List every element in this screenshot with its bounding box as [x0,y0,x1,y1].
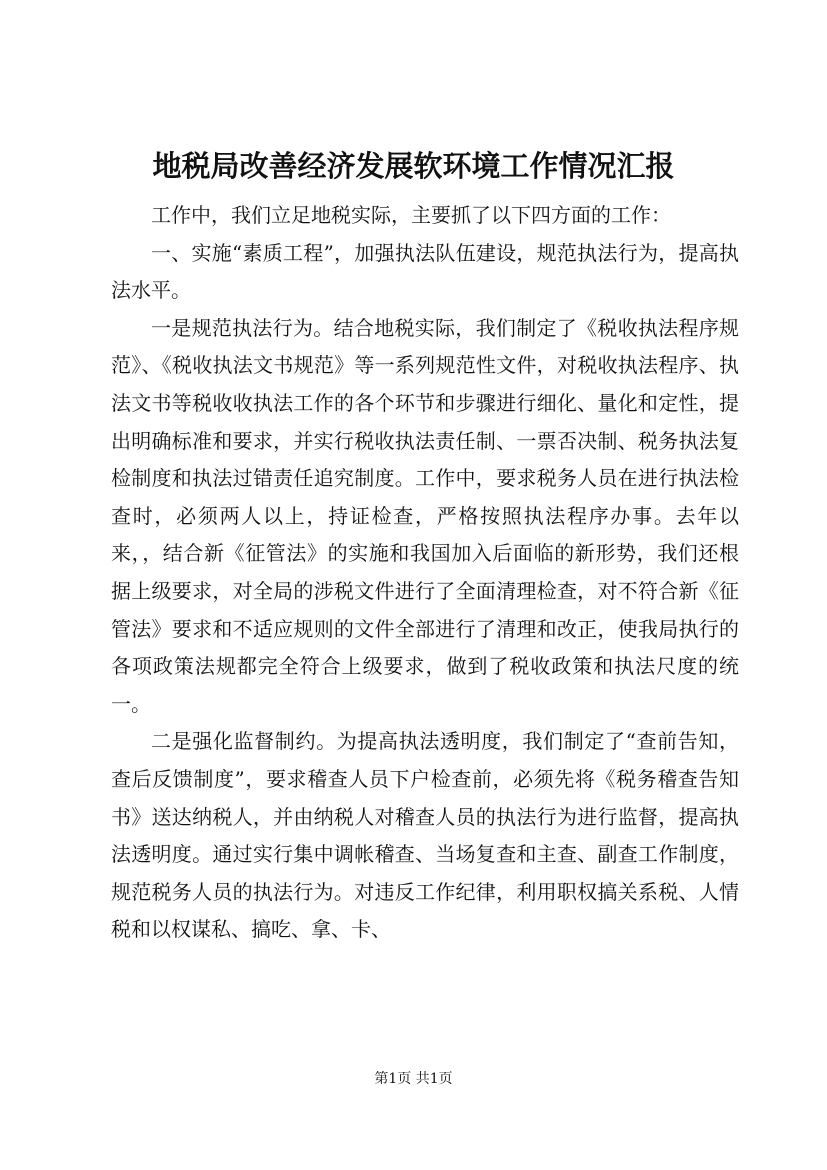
document-body [111,197,739,949]
paragraph-section-one-heading: 一、实施“素质工程”，加强执法队伍建设，规范执法行为，提高执法水平。 [111,240,739,303]
paragraph-strengthen-supervision: 二是强化监督制约。为提高执法透明度，我们制定了“查前告知，查后反馈制度”，要求稽查人员下户检查前，必须先将《税务稽查告知书》送达纳税人，并由纳税人对稽查人员的执法行为进行监督，提高执法透明度。通过实行集中调帐稽查、当场复查和主查、副查工作制度，规范税务人员的执法行为。对违反工作纪律，利用职权搞关系税、人情税和以权谋私、搞吃、拿、卡、 [111,729,739,942]
paragraph-standardize-enforcement: 一是规范执法行为。结合地税实际，我们制定了《税收执法程序规范》、《税收执法文书规范》等一系列规范性文件，对税收执法程序、执法文书等税收收执法工作的各个环节和步骤进行细化、量化和定性，提出明确标准和要求，并实行税收执法责任制、一票否决制、税务执法复检制度和执法过错责任追究制度。工作中，要求税务人员在进行执法检查时，必须两人以上，持证检查，严格按照执法程序办事。去年以来，，结合新《征管法》的实施和我国加入后面临的新形势，我们还根据上级要求，对全局的涉税文件进行了全面清理检查，对不符合新《征管法》要求和不适应规则的文件全部进行了清理和改正，使我局执行的各项政策法规都完全符合上级要求，做到了税收政策和执法尺度的统一。 [111,315,739,716]
page-footer: 第1页 共1页 [374,1071,453,1087]
document-title: 地税局改善经济发展软环境工作情况汇报 [152,149,675,183]
paragraph-intro: 工作中，我们立足地税实际，主要抓了以下四方面的工作： [151,203,671,227]
